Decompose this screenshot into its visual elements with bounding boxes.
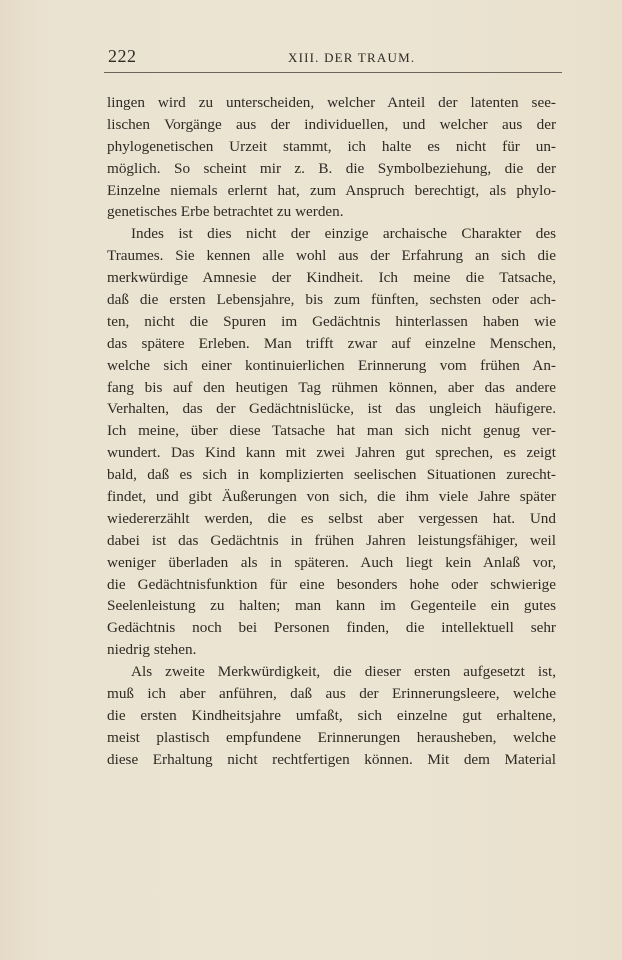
text-line: lingen wird zu unterscheiden, welcher Anteil der latenten see- (107, 94, 556, 111)
body-text (107, 92, 556, 771)
text-line: möglich. So scheint mir z. B. die Symbolbeziehung, die der (107, 159, 556, 177)
text-line: phylogenetischen Urzeit stammt, ich halte es nicht für un- (107, 137, 556, 155)
running-head: XIII. DER TRAUM. (288, 50, 416, 65)
text-line: merkwürdige Amnesie der Kindheit. Ich meine die Tatsache, (107, 269, 556, 287)
page-header (108, 46, 558, 74)
text-line: wiedererzählt werden, die es selbst aber vergessen hat. Und (107, 509, 556, 527)
text-line: Ich meine, über diese Tatsache hat man sich nicht genug ver- (107, 422, 556, 440)
text-line: Als zweite Merkwürdigkeit, die dieser ersten aufgesetzt ist, (131, 663, 556, 681)
text-line: daß die ersten Lebensjahre, bis zum fünften, sechsten oder ach- (107, 291, 556, 309)
text-line: weniger überladen als in späteren. Auch liegt kein Anlaß vor, (107, 553, 556, 571)
text-line: Einzelne niemals erlernt hat, zum Anspruch berechtigt, als phylo- (107, 181, 556, 199)
text-line: diese Erhaltung nicht rechtfertigen können. Mit dem Material (107, 750, 556, 768)
text-line: fang bis auf den heutigen Tag rühmen können, aber das andere (107, 378, 556, 396)
text-line: findet, und gibt Äußerungen von sich, die ihm viele Jahre später (107, 488, 556, 506)
text-line: Gedächtnis noch bei Personen finden, die intellektuell sehr (107, 619, 556, 637)
text-line: genetisches Erbe betrachtet zu werden. (107, 203, 344, 221)
text-line: dabei ist das Gedächtnis in frühen Jahren leistungsfähiger, weil (107, 531, 556, 549)
page-number: 222 (108, 46, 137, 66)
header-rule (104, 72, 562, 73)
text-line: die ersten Kindheitsjahre umfaßt, sich einzelne gut erhaltene, (107, 706, 556, 724)
text-line: welche sich einer kontinuierlichen Erinnerung vom frühen An- (107, 356, 556, 374)
text-line: bald, daß es sich in komplizierten seelischen Situationen zurecht- (107, 466, 556, 484)
text-line: Seelenleistung zu halten; man kann im Gegenteile ein gutes (107, 597, 556, 615)
text-line: Verhalten, das der Gedächtnislücke, ist das ungleich häufigere. (107, 400, 556, 418)
text-line: lischen Vorgänge aus der individuellen, und welcher aus der (107, 115, 556, 133)
text-line: Indes ist dies nicht der einzige archaische Charakter des (131, 225, 556, 243)
text-line: die Gedächtnisfunktion für eine besonders hohe oder schwierige (107, 575, 556, 593)
text-line: muß ich aber anführen, daß aus der Erinnerungsleere, welche (107, 685, 556, 703)
text-line: wundert. Das Kind kann mit zwei Jahren gut sprechen, es zeigt (107, 444, 556, 462)
text-line: Traumes. Sie kennen alle wohl aus der Erfahrung an sich die (107, 247, 556, 265)
text-line: das spätere Erleben. Man trifft zwar auf einzelne Menschen, (107, 334, 556, 352)
text-line: niedrig stehen. (107, 641, 197, 659)
text-line: ten, nicht die Spuren im Gedächtnis hinterlassen haben wie (107, 312, 556, 330)
text-line: meist plastisch empfundene Erinnerungen herausheben, welche (107, 728, 556, 746)
